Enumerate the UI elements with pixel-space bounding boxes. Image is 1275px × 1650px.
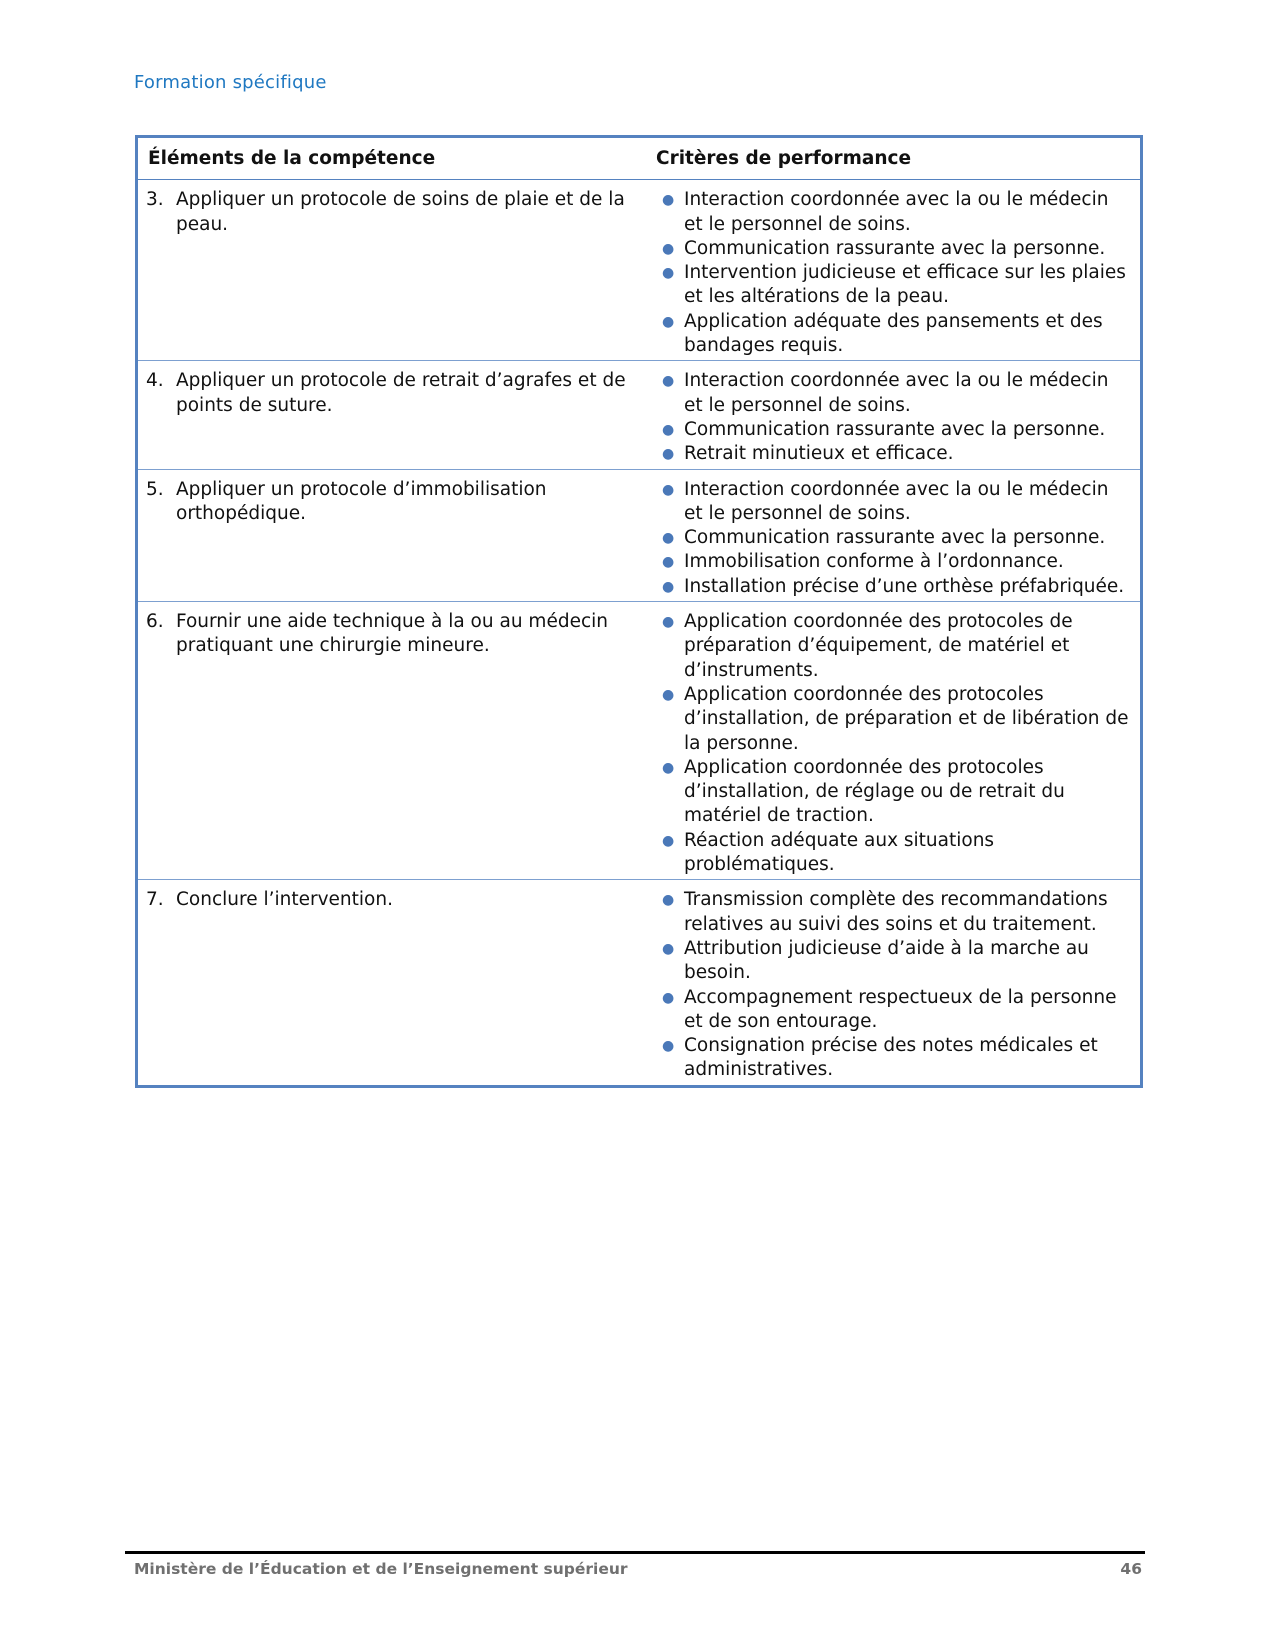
element-cell [137, 469, 647, 601]
column-header-criteria: Critères de performance [646, 137, 1142, 180]
list-item [654, 261, 1132, 310]
criterion-text: Consignation précise des notes médicales et administratives. [684, 1035, 1098, 1081]
criteria-list [654, 478, 1132, 599]
bullet-icon: ● [662, 892, 675, 909]
table-row [137, 361, 1142, 469]
bullet-icon: ● [662, 686, 675, 703]
element-text: Fournir une aide technique à la ou au médecin pratiquant une chirurgie mineure. [176, 611, 608, 657]
list-item [654, 418, 1132, 442]
bullet-icon: ● [662, 578, 675, 595]
criteria-cell [646, 180, 1142, 361]
criteria-cell [646, 602, 1142, 880]
table-header-row [137, 137, 1142, 180]
element-text: Appliquer un protocole de retrait d’agrafes et de points de suture. [176, 370, 626, 416]
criterion-text: Accompagnement respectueux de la personne et de son entourage. [684, 986, 1117, 1032]
bullet-icon: ● [662, 481, 675, 498]
table-row [137, 180, 1142, 361]
list-item [654, 829, 1132, 878]
criterion-text: Communication rassurante avec la personne. [684, 237, 1106, 259]
list-item [654, 550, 1132, 574]
bullet-icon: ● [662, 530, 675, 547]
list-item [654, 575, 1132, 599]
list-item [654, 610, 1132, 683]
element-cell [137, 361, 647, 469]
list-item [654, 888, 1132, 937]
list-item [654, 442, 1132, 466]
criteria-list [654, 888, 1132, 1082]
element-number: 6. [146, 611, 164, 633]
list-item [654, 369, 1132, 418]
footer-publisher: Ministère de l’Éducation et de l’Enseignement supérieur [134, 1560, 628, 1578]
bullet-icon: ● [662, 421, 675, 438]
bullet-icon: ● [662, 614, 675, 631]
bullet-icon: ● [662, 373, 675, 390]
criteria-list [654, 188, 1132, 358]
list-item [654, 1034, 1132, 1083]
criterion-text: Interaction coordonnée avec la ou le médecin et le personnel de soins. [684, 370, 1109, 416]
bullet-icon: ● [662, 240, 675, 257]
bullet-icon: ● [662, 832, 675, 849]
running-title: Formation spécifique [134, 72, 327, 93]
element-number: 3. [146, 189, 164, 211]
list-item [654, 683, 1132, 756]
criterion-text: Interaction coordonnée avec la ou le médecin et le personnel de soins. [684, 189, 1109, 235]
column-header-elements: Éléments de la compétence [137, 137, 647, 180]
bullet-icon: ● [662, 940, 675, 957]
criterion-text: Intervention judicieuse et efficace sur les plaies et les altérations de la peau. [684, 262, 1126, 308]
criterion-text: Transmission complète des recommandations relatives au suivi des soins et du traitement. [684, 889, 1108, 935]
bullet-icon: ● [662, 989, 675, 1006]
element-cell [137, 180, 647, 361]
competence-table [135, 135, 1143, 1088]
table-row [137, 880, 1142, 1087]
bullet-icon: ● [662, 1038, 675, 1055]
criteria-cell [646, 880, 1142, 1087]
list-item [654, 756, 1132, 829]
criterion-text: Immobilisation conforme à l’ordonnance. [684, 551, 1064, 573]
criterion-text: Application coordonnée des protocoles d’installation, de réglage ou de retrait du matériel de traction. [684, 756, 1065, 827]
list-item [654, 937, 1132, 986]
element-cell [137, 880, 647, 1087]
list-item [654, 478, 1132, 527]
element-text: Appliquer un protocole d’immobilisation orthopédique. [176, 478, 547, 524]
criteria-cell [646, 469, 1142, 601]
bullet-icon: ● [662, 265, 675, 282]
criterion-text: Réaction adéquate aux situations problématiques. [684, 829, 995, 876]
criterion-text: Retrait minutieux et efficace. [684, 443, 954, 465]
criteria-list [654, 610, 1132, 877]
criterion-text: Application coordonnée des protocoles de préparation d’équipement, de matériel et d’instruments. [684, 611, 1073, 681]
criterion-text: Communication rassurante avec la personne. [684, 418, 1106, 440]
footer-divider [125, 1551, 1145, 1554]
bullet-icon: ● [662, 446, 675, 463]
table-row [137, 602, 1142, 880]
list-item [654, 237, 1132, 261]
element-cell [137, 602, 647, 880]
list-item [654, 188, 1132, 237]
list-item [654, 310, 1132, 359]
list-item [654, 526, 1132, 550]
element-number: 4. [146, 370, 164, 392]
list-item [654, 986, 1132, 1035]
table-row [137, 469, 1142, 601]
criterion-text: Installation précise d’une orthèse préfabriquée. [684, 575, 1125, 597]
criterion-text: Communication rassurante avec la personne. [684, 527, 1106, 549]
element-number: 5. [146, 478, 164, 500]
criterion-text: Application adéquate des pansements et des bandages requis. [684, 310, 1103, 357]
bullet-icon: ● [662, 192, 675, 209]
criterion-text: Interaction coordonnée avec la ou le médecin et le personnel de soins. [684, 478, 1109, 524]
bullet-icon: ● [662, 759, 675, 776]
criteria-list [654, 369, 1132, 466]
bullet-icon: ● [662, 554, 675, 571]
element-number: 7. [146, 889, 164, 911]
bullet-icon: ● [662, 313, 675, 330]
element-text: Appliquer un protocole de soins de plaie et de la peau. [176, 189, 625, 235]
element-text: Conclure l’intervention. [176, 889, 393, 911]
page-number: 46 [1120, 1560, 1142, 1578]
criterion-text: Application coordonnée des protocoles d’installation, de préparation et de libération de la personne. [684, 683, 1129, 754]
criterion-text: Attribution judicieuse d’aide à la marche au besoin. [684, 937, 1089, 984]
criteria-cell [646, 361, 1142, 469]
